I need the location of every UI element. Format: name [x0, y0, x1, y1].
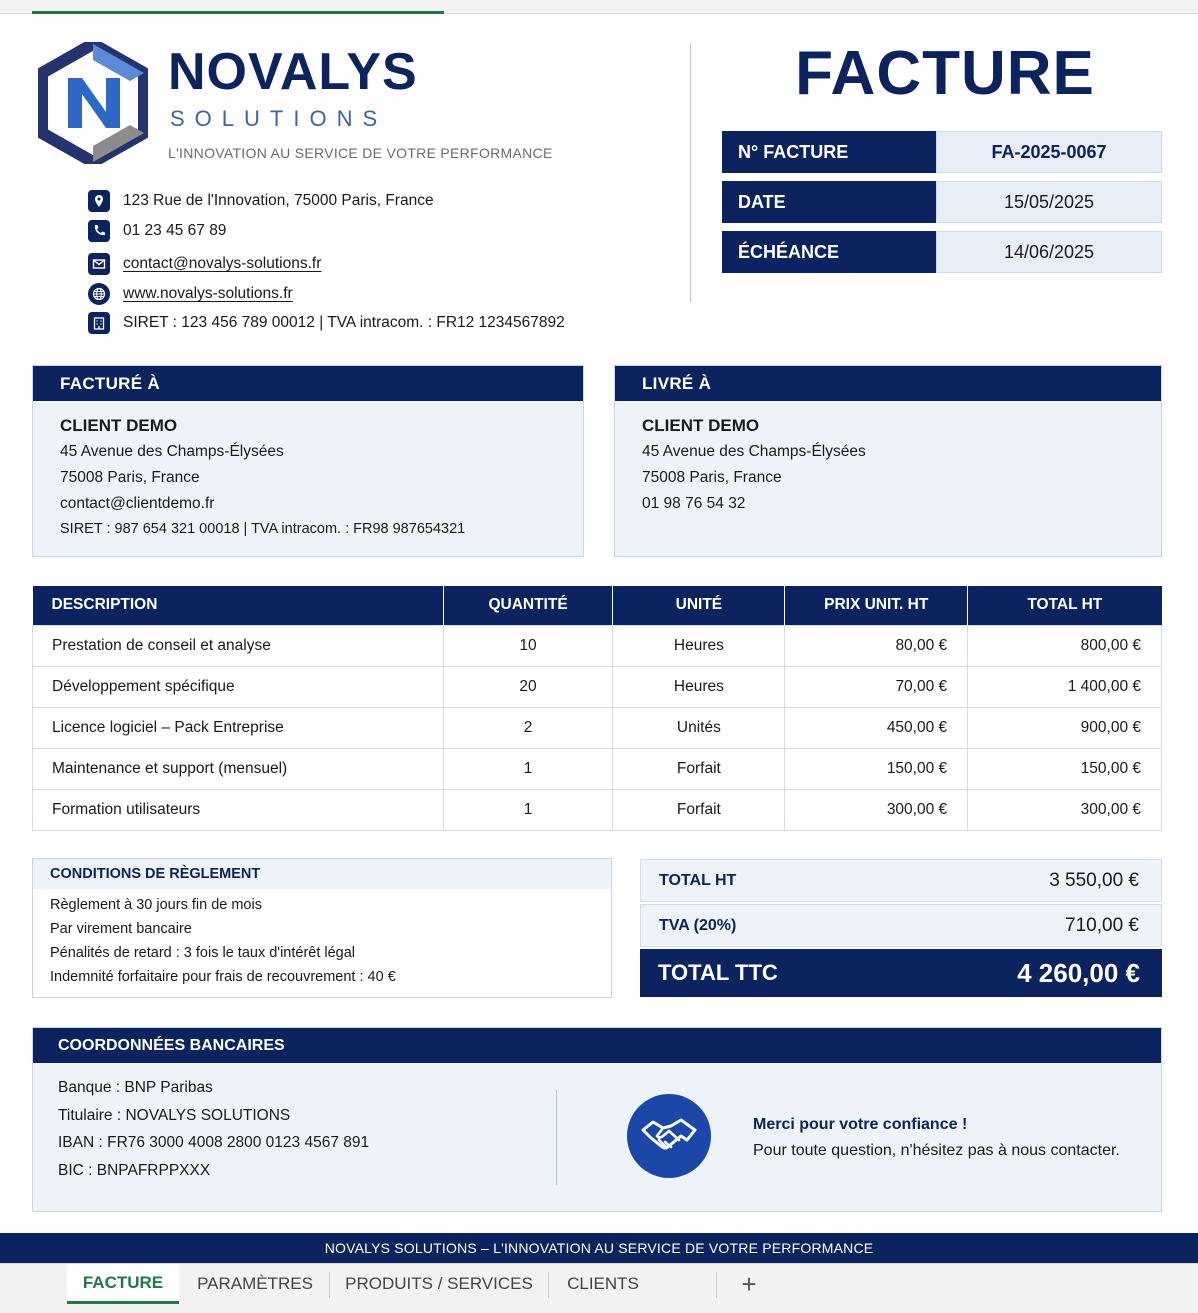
company-website-link[interactable]: www.novalys-solutions.fr — [123, 285, 293, 302]
company-phone-text: 01 23 45 67 89 — [123, 222, 227, 239]
shipped-to-name[interactable]: CLIENT DEMO — [642, 416, 760, 435]
building-icon — [88, 312, 110, 334]
total-ttc-row — [640, 949, 1162, 997]
cell-total[interactable]: 800,00 € — [968, 625, 1162, 666]
invoice-items-table — [32, 586, 1162, 831]
total-ttc-label: TOTAL TTC — [658, 960, 778, 985]
tab-facture[interactable]: FACTURE — [67, 1264, 179, 1304]
invoice-date-value[interactable]: 15/05/2025 — [936, 181, 1162, 223]
condition-line[interactable]: Règlement à 30 jours fin de mois — [50, 897, 262, 913]
company-email-link[interactable]: contact@novalys-solutions.fr — [123, 255, 322, 272]
tva-label: TVA (20%) — [659, 916, 737, 934]
email-icon — [88, 253, 110, 275]
cell-description[interactable]: Licence logiciel – Pack Entreprise — [33, 707, 444, 748]
company-siret — [88, 312, 565, 334]
company-website — [88, 283, 293, 305]
col-header-description: DESCRIPTION — [33, 586, 444, 625]
bank-details — [32, 1027, 1162, 1212]
thanks-title: Merci pour votre confiance ! — [753, 1116, 968, 1133]
cell-total[interactable]: 150,00 € — [968, 748, 1162, 789]
cell-unit-price[interactable]: 150,00 € — [785, 748, 968, 789]
bank-divider — [556, 1090, 557, 1185]
cell-total[interactable]: 300,00 € — [968, 789, 1162, 830]
cell-description[interactable]: Formation utilisateurs — [33, 789, 444, 830]
globe-icon — [88, 283, 110, 305]
invoice-due-row — [722, 231, 1162, 273]
company-address — [88, 190, 434, 212]
cell-description[interactable]: Maintenance et support (mensuel) — [33, 748, 444, 789]
col-header-quantity: QUANTITÉ — [443, 586, 613, 625]
sheet-tabs-bar — [0, 1263, 1198, 1313]
cell-unit[interactable]: Forfait — [613, 748, 785, 789]
tab-clients[interactable]: CLIENTS — [567, 1274, 639, 1293]
total-ht-row — [640, 859, 1162, 902]
cell-quantity[interactable]: 1 — [443, 748, 613, 789]
total-ttc-value[interactable]: 4 260,00 € — [1017, 957, 1140, 988]
handshake-icon — [627, 1094, 711, 1178]
cell-quantity[interactable]: 20 — [443, 666, 613, 707]
col-header-total: TOTAL HT — [968, 586, 1162, 625]
billed-to-block — [32, 365, 584, 557]
brand-name: NOVALYS — [168, 43, 418, 101]
cell-unit-price[interactable]: 450,00 € — [785, 707, 968, 748]
cell-quantity[interactable]: 2 — [443, 707, 613, 748]
shipped-to-header: LIVRÉ À — [615, 366, 1161, 401]
bank-line[interactable]: IBAN : FR76 3000 4008 2800 0123 4567 891 — [58, 1134, 370, 1151]
bank-line[interactable]: BIC : BNPAFRPPXXX — [58, 1161, 211, 1179]
table-row — [33, 625, 1162, 666]
tab-separator — [716, 1272, 717, 1298]
cell-unit-price[interactable]: 80,00 € — [785, 625, 968, 666]
table-row — [33, 789, 1162, 830]
cell-unit[interactable]: Unités — [613, 707, 785, 748]
page-footer: NOVALYS SOLUTIONS – L'INNOVATION AU SERVICE DE VOTRE PERFORMANCE — [0, 1233, 1198, 1263]
cell-description[interactable]: Développement spécifique — [33, 666, 444, 707]
payment-conditions-header: CONDITIONS DE RÈGLEMENT — [33, 859, 611, 889]
cell-unit-price[interactable]: 300,00 € — [785, 789, 968, 830]
company-address-text: 123 Rue de l'Innovation, 75000 Paris, France — [123, 192, 434, 209]
col-header-unit-price: PRIX UNIT. HT — [785, 586, 968, 625]
table-row — [33, 748, 1162, 789]
billed-to-name[interactable]: CLIENT DEMO — [60, 416, 178, 435]
billed-to-header: FACTURÉ À — [33, 366, 583, 401]
table-header-row — [33, 586, 1162, 625]
cell-quantity[interactable]: 1 — [443, 789, 613, 830]
total-ht-label: TOTAL HT — [659, 871, 737, 889]
brand-tagline: L'INNOVATION AU SERVICE DE VOTRE PERFORMANCE — [168, 145, 553, 161]
invoice-title: FACTURE — [795, 39, 1095, 108]
bank-line[interactable]: Banque : BNP Paribas — [58, 1079, 213, 1096]
billed-to-line4[interactable]: SIRET : 987 654 321 00018 | TVA intracom. : FR98 987654321 — [60, 521, 466, 537]
location-pin-icon — [88, 190, 110, 212]
shipped-to-line3[interactable]: 01 98 76 54 32 — [642, 495, 746, 512]
bank-details-header: COORDONNÉES BANCAIRES — [33, 1028, 1161, 1063]
tva-value[interactable]: 710,00 € — [1065, 914, 1139, 936]
invoice-number-label: N° FACTURE — [722, 131, 936, 173]
cell-unit[interactable]: Heures — [613, 625, 785, 666]
col-header-unit: UNITÉ — [613, 586, 785, 625]
cell-quantity[interactable]: 10 — [443, 625, 613, 666]
table-row — [33, 666, 1162, 707]
cell-unit-price[interactable]: 70,00 € — [785, 666, 968, 707]
brand-sub: SOLUTIONS — [170, 106, 388, 131]
shipped-to-line2[interactable]: 75008 Paris, France — [642, 469, 782, 486]
invoice-date-row — [722, 181, 1162, 223]
table-row — [33, 707, 1162, 748]
cell-total[interactable]: 1 400,00 € — [968, 666, 1162, 707]
billed-to-line1[interactable]: 45 Avenue des Champs-Élysées — [60, 443, 284, 460]
condition-line[interactable]: Indemnité forfaitaire pour frais de recouvrement : 40 € — [50, 969, 396, 985]
bank-line[interactable]: Titulaire : NOVALYS SOLUTIONS — [58, 1106, 291, 1124]
header-divider — [690, 44, 691, 302]
payment-conditions — [32, 858, 612, 998]
company-siret-text: SIRET : 123 456 789 00012 | TVA intracom. : FR12 1234567892 — [123, 314, 565, 331]
phone-icon — [88, 220, 110, 242]
condition-line[interactable]: Par virement bancaire — [50, 921, 192, 937]
active-indicator — [32, 11, 444, 14]
tab-parametres[interactable]: PARAMÈTRES — [197, 1274, 313, 1293]
company-email — [88, 253, 321, 275]
cell-description[interactable]: Prestation de conseil et analyse — [33, 625, 444, 666]
invoice-date-label: DATE — [722, 181, 936, 223]
company-phone — [88, 220, 226, 242]
window-top-strip — [0, 0, 1198, 14]
billed-to-line3[interactable]: contact@clientdemo.fr — [60, 495, 215, 512]
invoice-due-value[interactable]: 14/06/2025 — [936, 231, 1162, 273]
cell-total[interactable]: 900,00 € — [968, 707, 1162, 748]
shipped-to-block — [614, 365, 1162, 557]
billed-to-line2[interactable]: 75008 Paris, France — [60, 469, 200, 486]
cell-unit[interactable]: Heures — [613, 666, 785, 707]
novalys-logo — [38, 42, 148, 164]
invoice-number-value[interactable]: FA-2025-0067 — [936, 131, 1162, 173]
shipped-to-line1[interactable]: 45 Avenue des Champs-Élysées — [642, 443, 866, 460]
invoice-due-label: ÉCHÉANCE — [722, 231, 936, 273]
condition-line[interactable]: Pénalités de retard : 3 fois le taux d'intérêt légal — [50, 945, 356, 961]
total-ht-value[interactable]: 3 550,00 € — [1049, 869, 1139, 891]
tab-separator — [548, 1272, 549, 1298]
tab-produits-services[interactable]: PRODUITS / SERVICES — [345, 1274, 533, 1293]
add-sheet-button[interactable]: + — [741, 1268, 757, 1299]
tab-separator — [329, 1272, 330, 1298]
thanks-text: Pour toute question, n'hésitez pas à nous contacter. — [753, 1142, 1120, 1159]
cell-unit[interactable]: Forfait — [613, 789, 785, 830]
invoice-number-row — [722, 131, 1162, 173]
tva-row — [640, 904, 1162, 947]
